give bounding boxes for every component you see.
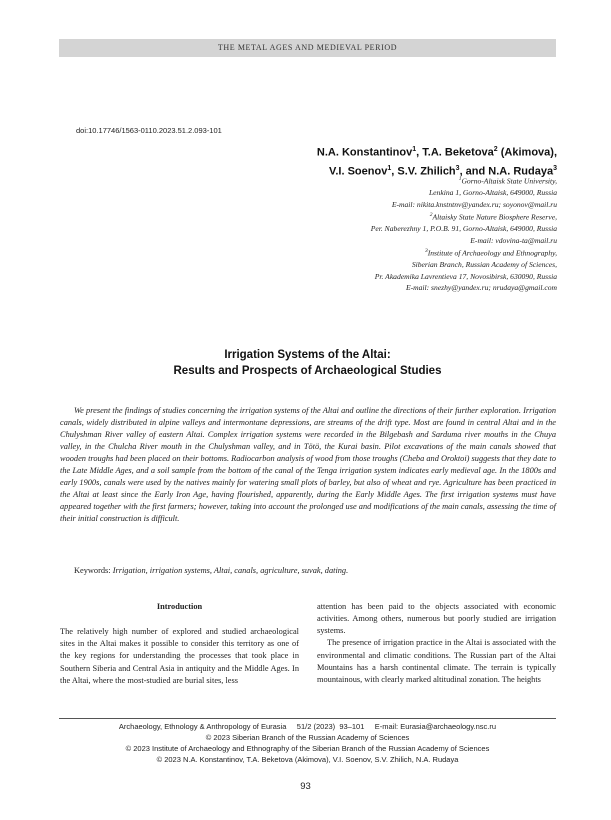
- footer-divider: [59, 718, 556, 719]
- affiliation-line: [177, 210, 557, 223]
- affiliation-line: [177, 174, 557, 187]
- affiliation-sup: 1: [458, 176, 462, 182]
- title-line-1: Irrigation Systems of the Altai:: [224, 349, 391, 361]
- author-name: V.I. Soenov: [329, 165, 388, 178]
- body-paragraph: The presence of irrigation practice in the Altai is associated with the environmental and climatic conditions. The Russian part of the Altai Mountains has a harsh continental climate. The terrain is typically mountainous, with clearly marked altitudinal zonation. The heights: [317, 638, 556, 684]
- affiliation-line: [177, 282, 557, 294]
- affiliation-email[interactable]: E-mail: nikita.knstntnv@yandex.ru; soyonov@mail.ru: [391, 199, 557, 209]
- author-affil-sup: 2: [493, 146, 498, 153]
- keywords: [74, 566, 554, 575]
- abstract: [60, 405, 556, 525]
- affiliation-line: [177, 187, 557, 199]
- section-heading: Introduction: [156, 602, 203, 611]
- affiliation-email[interactable]: E-mail: snezhy@yandex.ru; nrudaya@gmail.com: [405, 283, 557, 293]
- footer-journal-line: Archaeology, Ethnology & Anthropology of Eurasia 51/2 (2023) 93–101 E-mail: Eurasia@archaeology.nsc.ru: [118, 722, 497, 731]
- author-affil-sup: 1: [387, 164, 392, 172]
- page-number: 93: [300, 781, 311, 792]
- body-column-left: [60, 601, 299, 687]
- abstract-text: We present the findings of studies concerning the irrigation systems of the Altai and outline the directions of their further exploration. Irrigation canals, widely distributed in alpine valleys and intermontane depressions, are streams of the drift type. Most are found in central Altai and in the Chulyshman River valley of eastern Altai. Complex irrigation systems were recorded in the Bilgebash and Sarduma river mouths in the Chuya valley, in the Chulcha River mouth in the Chulyshman valley, and in Tötö, the Kurai basin. Pilot excavations of the main canals showed that wooden troughs had been placed on their bottoms. Radiocarbon analysis of wood from those troughs (Cheba and Oroktoi) suggests that they date to the Late Middle Ages, and a soil sample from the bottom of the canal of the Tenga irrigation system indicates early medieval age. In the 1800s and early 1900s, canals were used by the natives mainly for watering small plots of barley, but also of wheat and rye. Agriculture has been practiced in the Altai at least since the Early Iron Age, having flourished, apparently, during the Early Middle Ages. The first irrigation systems must have appeared together with the first farmers; however, taking into account the prolonged use and modifications of the main canals, assessing the time of their initial construction is difficult.: [60, 406, 556, 524]
- affiliation-sup: 2: [429, 212, 433, 219]
- title-line-2: Results and Prospects of Archaeological Studies: [173, 365, 442, 377]
- author-name: N.A. Rudaya: [488, 165, 554, 178]
- affiliation-text: Siberian Branch, Russian Academy of Sciences,: [411, 260, 557, 270]
- affiliation-line: [177, 235, 557, 247]
- affiliation-line: [177, 246, 557, 259]
- affiliation-text: Altaisky State Nature Biosphere Reserve,: [432, 212, 557, 222]
- author-separator: , and: [459, 165, 489, 178]
- keywords-label: Keywords:: [74, 566, 111, 575]
- article-title: [59, 347, 556, 379]
- affiliation-text: Lenkina 1, Gorno-Altaisk, 649000, Russia: [428, 188, 557, 198]
- doi-reference[interactable]: doi:10.17746/1563-0110.2023.51.2.093-101: [76, 126, 222, 135]
- affiliation-line: [177, 271, 557, 283]
- affiliation-text: Per. Naberezhny 1, P.O.B. 91, Gorno-Altaisk, 649000, Russia: [370, 224, 557, 234]
- affiliation-line: [177, 223, 557, 235]
- body-paragraph: The relatively high number of explored and studied archaeological sites in the Altai makes it possible to consider this territory as one of the key regions for understanding the processes that took place in Southern Siberia and Central Asia in antiquity and the Middle Ages. In the Altai, where the most-studied are burial sites, less: [60, 627, 299, 685]
- footer-copyright-line: © 2023 Institute of Archaeology and Ethnography of the Siberian Branch of the Russian Academy of Sciences: [125, 744, 490, 753]
- section-header: THE METAL AGES AND MEDIEVAL PERIOD: [59, 39, 556, 57]
- author-name: S.V. Zhilich: [397, 165, 456, 178]
- affiliation-email[interactable]: E-mail: vdovina-ta@mail.ru: [470, 235, 557, 245]
- affiliation-line: [177, 259, 557, 271]
- author-name: N.A. Konstantinov: [316, 146, 413, 159]
- author-affil-sup: 3: [455, 164, 460, 172]
- author-separator: ,: [416, 146, 423, 159]
- affiliation-text: Institute of Archaeology and Ethnography,: [427, 248, 557, 258]
- footer-copyright-line: © 2023 N.A. Konstantinov, T.A. Beketova (Akimova), V.I. Soenov, S.V. Zhilich, N.A. Rudaya: [156, 755, 459, 764]
- keywords-values: Irrigation, irrigation systems, Altai, canals, agriculture, suvak, dating.: [112, 566, 349, 575]
- author-separator: (Akimova),: [497, 146, 557, 159]
- author-name: T.A. Beketova: [422, 146, 494, 159]
- affiliation-sup: 3: [424, 248, 428, 255]
- footer-copyright-line: © 2023 Siberian Branch of the Russian Academy of Sciences: [205, 733, 410, 742]
- author-separator: ,: [391, 165, 398, 178]
- author-line-1: [177, 142, 557, 161]
- affiliations: [177, 174, 557, 294]
- affiliation-text: Gorno-Altaisk State University,: [461, 176, 557, 186]
- journal-footer: [59, 721, 556, 765]
- affiliation-text: Pr. Akademika Lavrentieva 17, Novosibirsk, 630090, Russia: [374, 271, 557, 281]
- author-affil-sup: 1: [412, 146, 417, 153]
- body-paragraph: attention has been paid to the objects associated with economic activities. Among others, numerous but poorly studied are irrigation systems.: [317, 602, 556, 636]
- author-affil-sup: 3: [553, 164, 557, 172]
- body-column-right: [317, 601, 556, 686]
- affiliation-line: [177, 199, 557, 211]
